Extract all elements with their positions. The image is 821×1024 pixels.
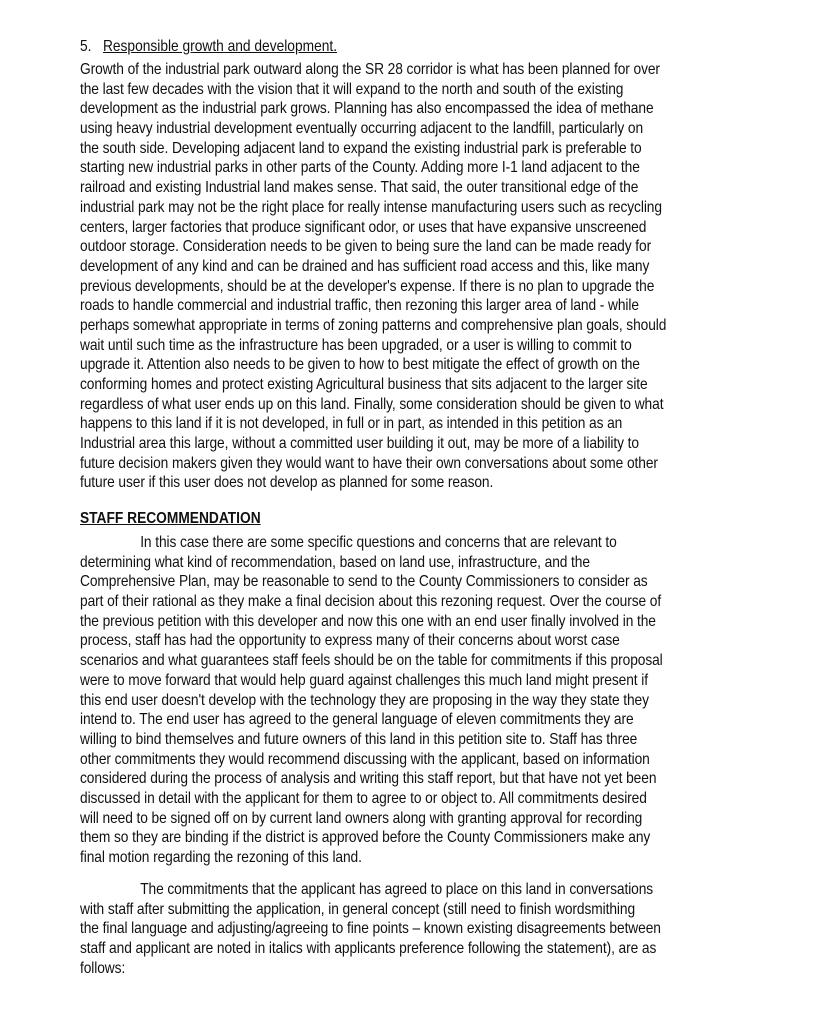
text-line: conforming homes and protect existing Agricultural business that sits adjacent to the larger site xyxy=(80,376,648,393)
heading-text: STAFF RECOMMENDATION xyxy=(80,510,261,527)
text-line: discussed in detail with the applicant for them to agree to or object to. All commitments desired xyxy=(80,789,647,807)
section-number: 5. xyxy=(80,38,92,55)
text-line: part of their rational as they make a final decision about this rezoning request. Over the course of xyxy=(80,593,662,611)
text-line: The commitments that the applicant has agreed to place on this land in conversations xyxy=(140,881,654,898)
text-line: process, staff has had the opportunity to express many of their concerns about worst case xyxy=(80,632,620,650)
text-line: the final language and adjusting/agreeing to fine points – known existing disagreements between xyxy=(80,920,661,938)
text-line: In this case there are some specific questions and concerns that are relevant to xyxy=(140,534,617,551)
text-line: industrial park may not be the right place for really intense manufacturing users such as recycling xyxy=(80,198,662,216)
text-line: staff and applicant are noted in italics with applicants preference following the statement), are as xyxy=(80,940,657,958)
text-line: intend to. The end user has agreed to the general language of eleven commitments they are xyxy=(80,711,634,729)
text-line: considered during the process of analysis and writing this staff report, but that have not yet been xyxy=(80,770,657,788)
text-line: regardless of what user ends up on this land. Finally, some consideration should be given to what xyxy=(80,395,664,413)
section-5-body xyxy=(80,60,762,493)
text-line: will need to be signed off on by current land owners along with granting approval for recording xyxy=(80,809,643,827)
text-line: starting new industrial parks in other parts of the County. Adding more I-1 land adjacent to the xyxy=(80,159,640,177)
text-line: outdoor storage. Consideration needs to be given to being sure the land can be made ready for xyxy=(80,238,652,256)
text-line: other commitments they would recommend discussing with the applicant, based on information xyxy=(80,750,650,768)
text-line: development as the industrial park grows. Planning has also encompassed the idea of methane xyxy=(80,100,654,118)
text-line: happens to this land if it is not developed, in full or in part, as intended in this petition as an xyxy=(80,415,623,433)
text-line: willing to bind themselves and future owners of this land in this petition site to. Staff has three xyxy=(80,730,638,748)
text-line: scenarios and what guarantees staff feels should be on the table for commitments if this proposal xyxy=(80,652,663,670)
text-line: with staff after submitting the application, in general concept (still need to finish wordsmithing xyxy=(80,900,636,918)
section-title: Responsible growth and development. xyxy=(102,38,338,55)
text-line: roads to handle commercial and industrial traffic, then rezoning this larger area of land - while xyxy=(80,297,639,315)
text-line: determining what kind of recommendation, based on land use, infrastructure, and the xyxy=(80,553,590,571)
text-line: railroad and existing Industrial land makes sense. That said, the outer transitional edge of the xyxy=(80,179,639,197)
text-line: perhaps somewhat appropriate in terms of zoning patterns and comprehensive plan goals, should xyxy=(80,316,667,334)
text-line: them so they are binding if the district is approved before the County Commissioners make any xyxy=(80,829,651,847)
text-line: centers, larger factories that produce significant odor, or uses that have expansive unscreened xyxy=(80,218,647,236)
text-line: wait until such time as the infrastructure has been upgraded, or a user is willing to commit to xyxy=(80,336,632,354)
text-line: development of any kind and can be drained and has sufficient road access and this, like many xyxy=(80,257,650,275)
text-line: follows: xyxy=(80,959,126,977)
text-line: final motion regarding the rezoning of this land. xyxy=(80,849,362,866)
text-line: the last few decades with the vision that it will expand to the north and south of the existing xyxy=(80,80,624,98)
text-line: upgrade it. Attention also needs to be given to how to best mitigate the effect of growth on the xyxy=(80,356,640,374)
text-line: the south side. Developing adjacent land to expand the existing industrial park is preferable to xyxy=(80,139,642,157)
staff-recommendation-paragraph-2 xyxy=(80,880,755,978)
text-line: using heavy industrial development eventually occurring adjacent to the landfill, particularly on xyxy=(80,120,644,138)
staff-recommendation-paragraph-1 xyxy=(80,533,758,868)
text-line: previous developments, should be at the developer's expense. If there is no plan to upgrade the xyxy=(80,277,655,295)
text-line: future user if this user does not develop as planned for some reason. xyxy=(80,474,494,492)
text-line: this end user doesn't develop with the technology they are proposing in the way they state they xyxy=(80,691,649,709)
text-line: future decision makers given they would want to have their own conversations about some other xyxy=(80,454,658,472)
text-line: Industrial area this large, without a committed user building it out, may be more of a liability to xyxy=(80,435,639,453)
text-line: the previous petition with this developer and now this one with an end user finally involved in the xyxy=(80,612,656,630)
section-5-heading xyxy=(80,38,379,56)
text-line: Comprehensive Plan, may be reasonable to send to the County Commissioners to consider as xyxy=(80,573,648,591)
text-line: Growth of the industrial park outward along the SR 28 corridor is what has been planned for over xyxy=(80,61,660,78)
staff-recommendation-heading xyxy=(80,510,290,528)
text-line: were to move forward that would help guard against challenges this much land might present if xyxy=(80,671,648,689)
